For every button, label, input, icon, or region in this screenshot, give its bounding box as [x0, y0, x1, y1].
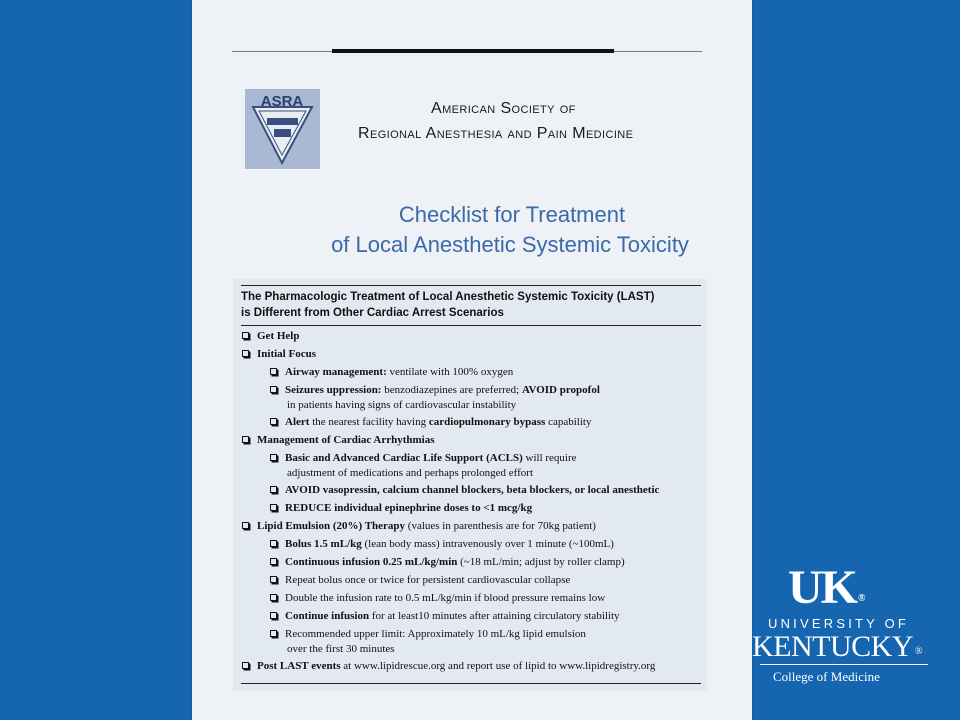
item-text: (~18 mL/min; adjust by roller clamp) — [457, 556, 625, 568]
checkbox-icon — [270, 630, 277, 637]
checkbox-icon — [270, 486, 277, 493]
heading-rule — [241, 325, 701, 326]
checkbox-icon — [242, 332, 249, 339]
item-text: at www.lipidrescue.org and report use of lipid to www.lipidregistry.org — [340, 660, 656, 672]
item-bold: Lipid Emulsion (20%) Therapy — [257, 520, 406, 532]
list-item — [270, 555, 625, 570]
item-text: the nearest facility having — [309, 416, 429, 428]
top-rule-bold — [332, 49, 614, 53]
registered-icon: ® — [915, 646, 923, 657]
list-item — [242, 347, 316, 362]
checkbox-icon — [242, 662, 249, 669]
checkbox-icon — [270, 386, 277, 393]
college-of-medicine-label: College of Medicine — [773, 669, 880, 684]
asra-shield-icon — [245, 89, 320, 169]
item-text: Management of Cardiac Arrhythmias — [257, 434, 435, 446]
university-of-label: UNIVERSITY OF — [768, 616, 910, 631]
svg-text:ASRA: ASRA — [260, 93, 304, 110]
list-item — [270, 415, 591, 430]
panel-heading-line-2: is Different from Other Cardiac Arrest Scenarios — [241, 307, 504, 319]
list-item — [242, 329, 299, 344]
checklist-title-line-1: Checklist for Treatment — [398, 202, 626, 227]
kentucky-wordmark — [752, 632, 960, 667]
kentucky-text: KENTUCKY — [752, 630, 913, 663]
checkbox-icon — [242, 350, 249, 357]
item-text: capability — [545, 416, 592, 428]
society-line-1: American Society of — [431, 100, 576, 117]
checkbox-icon — [270, 418, 277, 425]
list-item — [270, 501, 532, 516]
item-bold: Alert — [285, 416, 310, 428]
checkbox-icon — [270, 612, 277, 619]
registered-icon: ® — [858, 593, 866, 604]
checkbox-icon — [270, 454, 277, 461]
item-text: Double the infusion rate to 0.5 mL/kg/min if blood pressure remains low — [285, 592, 606, 604]
item-bold: Bolus 1.5 mL/kg — [285, 538, 362, 550]
panel-heading — [241, 285, 701, 321]
item-text: Get Help — [257, 330, 300, 342]
society-line-2: Regional Anesthesia and Pain Medicine — [358, 125, 634, 142]
list-item — [270, 573, 570, 588]
checkbox-icon — [270, 504, 277, 511]
item-text: Recommended upper limit: Approximately 10 mL/kg lipid emulsion — [285, 628, 586, 640]
checkbox-icon — [270, 540, 277, 547]
list-item-continued: in patients having signs of cardiovascular instability — [287, 399, 517, 411]
checkbox-icon — [242, 522, 249, 529]
list-item — [270, 627, 586, 642]
list-item — [242, 433, 435, 448]
list-item-continued: over the first 30 minutes — [287, 643, 395, 655]
list-item — [270, 365, 513, 380]
checklist-panel — [233, 279, 707, 691]
item-bold: Seizures uppression: — [285, 384, 382, 396]
item-text: REDUCE individual epinephrine doses to <1 mcg/kg — [285, 502, 533, 514]
item-bold: cardiopulmonary bypass — [428, 416, 546, 428]
list-item — [270, 609, 620, 624]
checklist-page — [192, 0, 752, 720]
panel-bottom-rule — [241, 683, 701, 684]
list-item — [270, 591, 605, 606]
item-text: will require — [522, 452, 577, 464]
list-item — [242, 659, 655, 674]
panel-heading-line-1: The Pharmacologic Treatment of Local Anesthetic Systemic Toxicity (LAST) — [241, 291, 655, 303]
list-item — [270, 383, 600, 398]
item-text: AVOID vasopressin, calcium channel blockers, beta blockers, or local anesthetic — [285, 484, 660, 496]
item-text: (lean body mass) intravenously over 1 minute (~100mL) — [361, 538, 614, 550]
list-item — [270, 451, 577, 466]
list-item-continued: adjustment of medications and perhaps prolonged effort — [287, 467, 534, 479]
checkbox-icon — [270, 558, 277, 565]
item-bold: Basic and Advanced Cardiac Life Support (ACLS) — [285, 452, 523, 464]
list-item — [242, 519, 596, 534]
item-bold: Continue infusion — [285, 610, 370, 622]
list-item — [270, 537, 614, 552]
item-bold: Airway management: — [285, 366, 387, 378]
checkbox-icon — [270, 368, 277, 375]
item-text: (values in parenthesis are for 70kg patient) — [405, 520, 596, 532]
item-bold: Post LAST events — [257, 660, 341, 672]
logo-divider — [760, 664, 928, 665]
checkbox-icon — [270, 594, 277, 601]
checklist-title-line-2: of Local Anesthetic Systemic Toxicity — [331, 232, 689, 257]
uk-mark — [788, 561, 866, 623]
item-text: Repeat bolus once or twice for persistent cardiovascular collapse — [285, 574, 571, 586]
uk-mark-text: UK — [788, 561, 856, 614]
list-item — [270, 483, 659, 498]
checkbox-icon — [270, 576, 277, 583]
item-bold: Continuous infusion 0.25 mL/kg/min — [285, 556, 458, 568]
item-text: Initial Focus — [257, 348, 316, 360]
item-text: for at least10 minutes after attaining circulatory stability — [369, 610, 620, 622]
uk-college-logo — [752, 560, 960, 690]
item-text: benzodiazepines are preferred; — [381, 384, 522, 396]
asra-logo — [245, 89, 320, 169]
item-bold: AVOID propofol — [521, 384, 600, 396]
item-text: ventilate with 100% oxygen — [386, 366, 514, 378]
checkbox-icon — [242, 436, 249, 443]
